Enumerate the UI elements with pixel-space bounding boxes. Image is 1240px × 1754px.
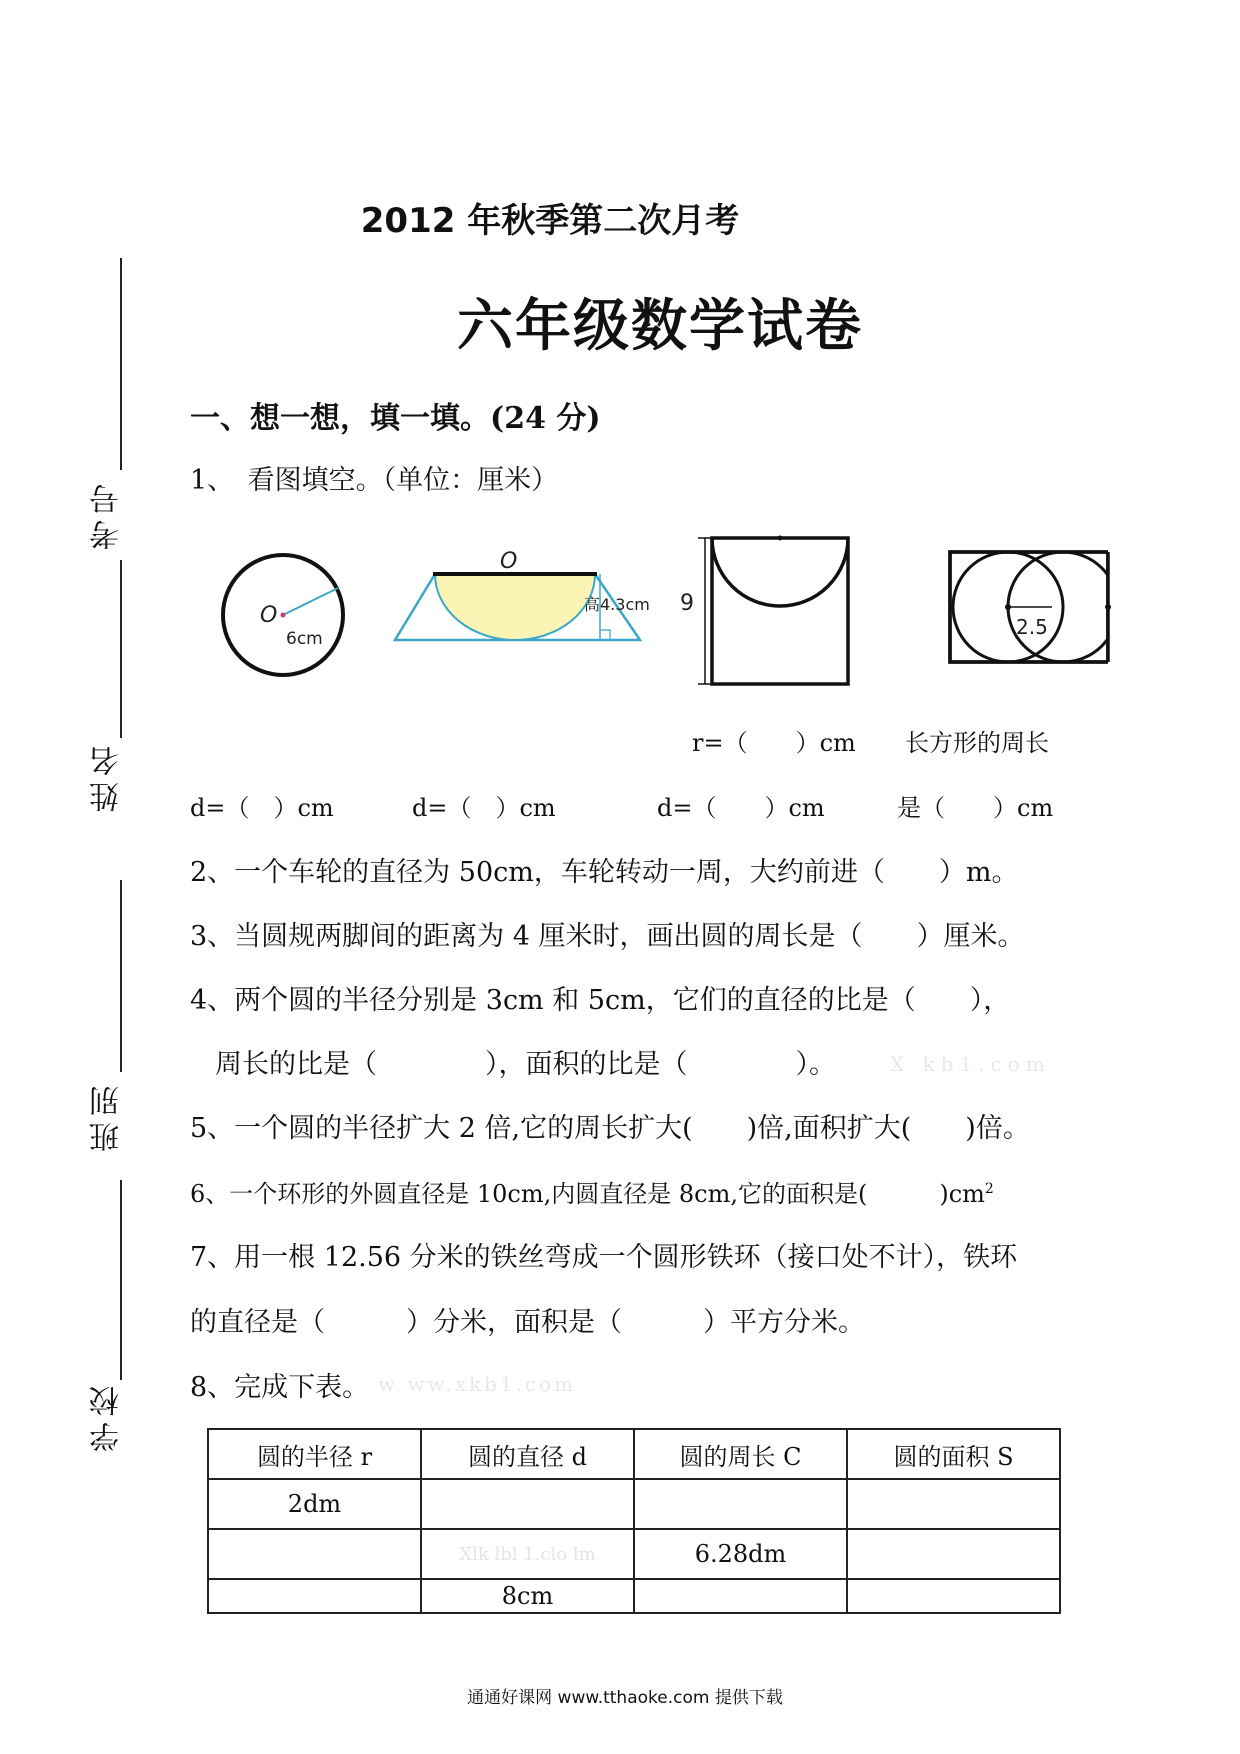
table-cell	[634, 1479, 847, 1529]
q6-text	[190, 1174, 994, 1209]
q8-text: 8、完成下表。	[190, 1372, 370, 1403]
q6-superscript: 2	[984, 1181, 994, 1197]
table-cell	[421, 1479, 634, 1529]
q2-text: 2、一个车轮的直径为 50cm，车轮转动一周，大约前进（ ）m。	[190, 857, 1019, 888]
q7-line-1: 7、用一根 12.56 分米的铁丝弯成一个圆形铁环（接口处不计），铁环	[190, 1242, 1018, 1273]
q1-is-blank: 是（ ）cm	[897, 794, 1054, 822]
q1-text: 1、 看图填空。（单位：厘米）	[190, 465, 559, 496]
table-row	[208, 1479, 1060, 1529]
q3-text: 3、当圆规两脚间的距离为 4 厘米时，画出圆的周长是（ ）厘米。	[190, 921, 1025, 952]
table-cell	[208, 1579, 421, 1613]
figure-semicircle-trapezoid	[390, 548, 670, 648]
exam-title: 六年级数学试卷	[457, 294, 863, 359]
margin-line-4	[120, 1180, 122, 1380]
table-row	[208, 1579, 1060, 1613]
table-cell: 6.28dm	[634, 1529, 847, 1579]
exam-subtitle: 2012 年秋季第二次月考	[360, 201, 740, 241]
margin-line-2	[120, 560, 122, 738]
label-exam-no: 考号	[90, 478, 125, 550]
q1-d-blank-1: d=（ ）cm	[190, 794, 334, 822]
q1-r-blank: r=（ ）cm	[692, 729, 856, 757]
q1-rect-perimeter: 长方形的周长	[905, 729, 1049, 757]
table-cell	[208, 1529, 421, 1579]
fig1-center-label: O	[260, 603, 278, 628]
q6-body: 6、一个环形的外圆直径是 10cm,内圆直径是 8cm,它的面积是( )cm	[190, 1180, 985, 1208]
table-row	[208, 1529, 1060, 1579]
label-school: 学校	[90, 1380, 125, 1452]
fig1-radius-label: 6cm	[286, 629, 323, 649]
table-cell	[847, 1579, 1060, 1613]
table-cell: 2dm	[208, 1479, 421, 1529]
table-header: 圆的直径 d	[421, 1429, 634, 1479]
figure-circle-radius	[208, 540, 358, 690]
q7-line-2: 的直径是（ ）分米，面积是（ ）平方分米。	[190, 1307, 865, 1338]
table-header-row	[208, 1429, 1060, 1479]
figure-rectangle-circles	[938, 542, 1118, 672]
fig4-radius-label: 2.5	[1016, 615, 1048, 639]
label-name: 姓名	[90, 740, 125, 812]
fig3-side-label: 9	[680, 591, 694, 616]
table-cell	[634, 1579, 847, 1613]
table-header: 圆的半径 r	[208, 1429, 421, 1479]
q1-d-blank-3: d=（ ）cm	[657, 794, 825, 822]
table-header: 圆的周长 C	[634, 1429, 847, 1479]
page-footer: 通通好课网 www.tthaoke.com 提供下载	[467, 1688, 783, 1708]
q1-d-blank-2: d=（ ）cm	[412, 794, 556, 822]
section-heading: 一、想一想，填一填。(24 分)	[190, 401, 601, 436]
table-cell	[847, 1479, 1060, 1529]
circle-table	[207, 1428, 1061, 1614]
q4-line-2: 周长的比是（ ），面积的比是（ ）。	[215, 1049, 836, 1080]
q4-watermark: X kb1.com	[890, 1052, 1051, 1076]
table-cell: 8cm	[421, 1579, 634, 1613]
table-cell-watermark: Xlk lbl 1.clo lm	[421, 1529, 634, 1579]
table-header: 圆的面积 S	[847, 1429, 1060, 1479]
fig2-height-label: 高4.3cm	[584, 595, 650, 614]
label-class: 班别	[90, 1080, 125, 1152]
margin-line-3	[120, 880, 122, 1072]
figure-square-semicircle	[680, 528, 860, 688]
fig2-center-label: O	[500, 549, 518, 574]
table-cell	[847, 1529, 1060, 1579]
q5-text: 5、一个圆的半径扩大 2 倍,它的周长扩大( )倍,面积扩大( )倍。	[190, 1113, 1030, 1144]
q8-watermark: w ww.xkb1.com	[378, 1372, 577, 1396]
q4-line-1: 4、两个圆的半径分别是 3cm 和 5cm，它们的直径的比是（ ），	[190, 985, 1011, 1016]
